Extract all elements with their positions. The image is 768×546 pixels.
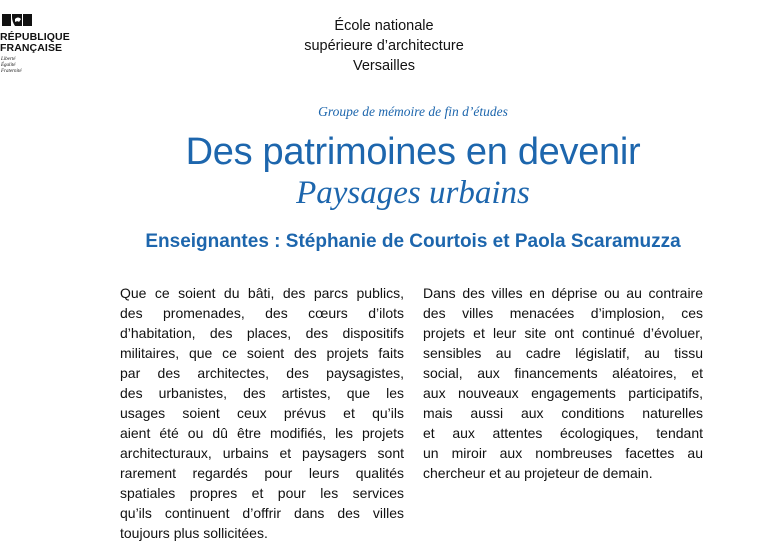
text-line: un miroir aux nombreuses facettes au — [423, 445, 703, 461]
teachers-line: Enseignantes : Stéphanie de Courtois et Paola Scaramuzza — [145, 231, 681, 252]
text-line: d’habitation, des places, des dispositifs — [120, 325, 404, 341]
right-text-column — [423, 283, 703, 483]
text-line: toujours plus sollicitées. — [120, 525, 268, 541]
text-line: spatiales propres et pour les services — [120, 485, 404, 501]
school-name-line: supérieure d’architecture — [304, 38, 464, 54]
text-line: Dans des villes en déprise ou au contraire — [423, 285, 703, 301]
logo-name-line: FRANÇAISE — [0, 42, 63, 54]
text-line: des urbanistes, des artistes, que les — [120, 385, 404, 401]
text-line: qu’ils continuent d’offrir dans des villes — [120, 505, 404, 521]
page-subtitle: Paysages urbains — [296, 175, 530, 211]
text-line: Que ce soient du bâti, des parcs publics, — [120, 285, 404, 301]
school-name-line: Versailles — [352, 58, 416, 74]
text-line: social, aux financements aléatoires, et — [423, 365, 703, 381]
text-line: chercheur et au projeteur de demain. — [423, 465, 653, 481]
text-line: rarement regardés pour leurs qualités — [120, 465, 404, 481]
logo-name-line: RÉPUBLIQUE — [0, 31, 70, 43]
logo-motto-line: Fraternité — [1, 69, 22, 74]
text-line: sensibles au cadre législatif, au tissu — [423, 345, 703, 361]
logo-motto-line: Liberté — [1, 57, 16, 62]
text-line: aient été ou dû être modifiés, les projets — [120, 425, 404, 441]
left-text-column — [120, 283, 404, 543]
school-name-line: École nationale — [334, 18, 434, 34]
text-line: aux nouveaux engagements participatifs, — [423, 385, 703, 401]
text-line: mais aussi aux conditions naturelles — [423, 405, 703, 421]
text-line: projets et leur site ont continué d’évoluer, — [423, 325, 703, 341]
group-heading: Groupe de mémoire de fin d’études — [318, 104, 508, 119]
logo-motto-line: Égalité — [1, 63, 16, 68]
text-line: des villes menacées d’implosion, ces — [423, 305, 703, 321]
text-line: usages soient ceux prévus et qu’ils — [120, 405, 404, 421]
text-line: par des architectes, des paysagistes, — [120, 365, 404, 381]
text-line: militaires, que ce soient des projets faits — [120, 345, 404, 361]
text-line: des promenades, des cœurs d’ilots — [120, 305, 404, 321]
text-line: architecturaux, urbains et paysagers sont — [120, 445, 404, 461]
page-title: Des patrimoines en devenir — [185, 131, 641, 173]
text-line: et aux attentes écologiques, tendant — [423, 425, 703, 441]
